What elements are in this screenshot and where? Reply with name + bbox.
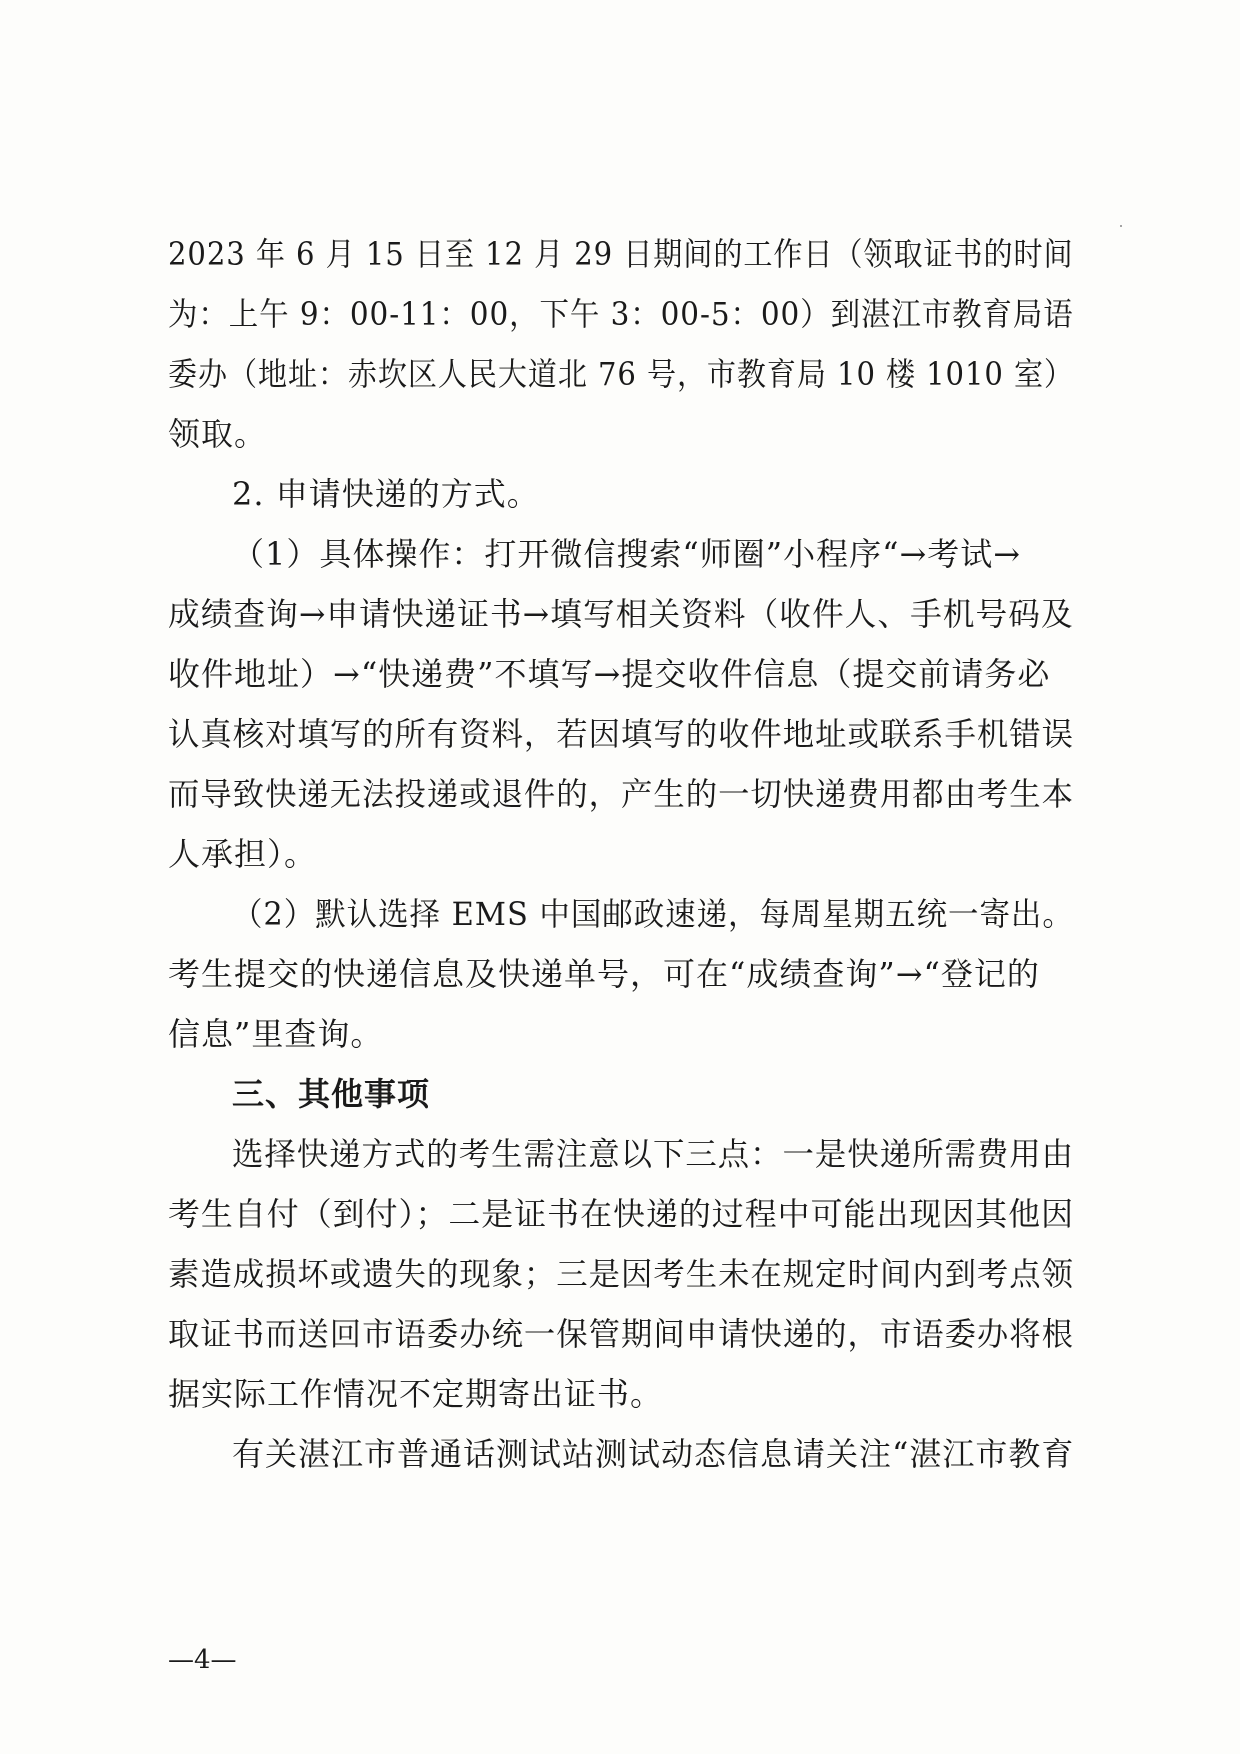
text-line: 考生提交的快递信息及快递单号，可在“成绩查询”→“登记的 (168, 955, 1040, 993)
section-heading: 三、其他事项 (232, 1075, 431, 1113)
text-line: 为：上午 9：00-11：00，下午 3：00-5：00）到湛江市教育局语 (168, 295, 1074, 333)
text-line: 2023 年 6 月 15 日至 12 月 29 日期间的工作日（领取证书的时间 (168, 235, 1074, 273)
scan-speck (1120, 225, 1122, 227)
text-line: （1）具体操作：打开微信搜索“师圈”小程序“→考试→ (232, 535, 1022, 573)
text-line: 素造成损坏或遗失的现象；三是因考生未在规定时间内到考点领 (168, 1255, 1075, 1293)
text-line: 收件地址）→“快递费”不填写→提交收件信息（提交前请务必 (168, 655, 1051, 693)
text-line: 考生自付（到付）；二是证书在快递的过程中可能出现因其他因 (168, 1195, 1075, 1233)
text-line: 有关湛江市普通话测试站测试动态信息请关注“湛江市教育 (232, 1435, 1075, 1473)
text-line: 而导致快递无法投递或退件的，产生的一切快递费用都由考生本 (168, 775, 1075, 813)
text-line: 选择快递方式的考生需注意以下三点：一是快递所需费用由 (232, 1135, 1075, 1173)
page-number: —4— (168, 1645, 237, 1675)
text-line: （2）默认选择 EMS 中国邮政速递，每周星期五统一寄出。 (232, 895, 1074, 933)
text-line: 委办（地址：赤坎区人民大道北 76 号，市教育局 10 楼 1010 室） (168, 355, 1074, 393)
text-line: 领取。 (168, 415, 268, 453)
text-line: 据实际工作情况不定期寄出证书。 (168, 1375, 664, 1413)
text-line: 成绩查询→申请快递证书→填写相关资料（收件人、手机号码及 (168, 595, 1074, 633)
text-line: 人承担）。 (168, 835, 318, 873)
text-line: 信息”里查询。 (168, 1015, 384, 1053)
section-subheading: 2. 申请快递的方式。 (232, 475, 540, 513)
text-line: 取证书而送回市语委办统一保管期间申请快递的，市语委办将根 (168, 1315, 1075, 1353)
text-line: 认真核对填写的所有资料，若因填写的收件地址或联系手机错误 (168, 715, 1075, 753)
